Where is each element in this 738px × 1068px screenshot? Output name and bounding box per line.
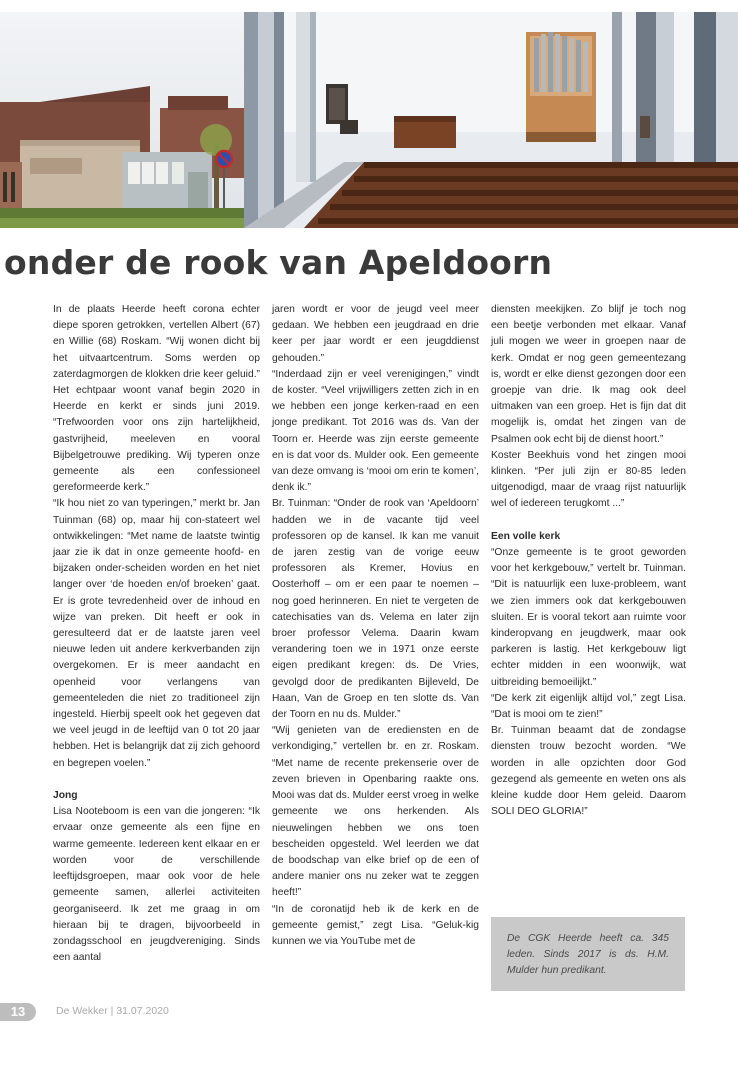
paragraph: Koster Beekhuis vond het zingen mooi klinken. “Per juli zijn er 80-85 leden uitgenodigd, maar de vraag rijst natuurlijk wel of iedereen terugkomt ...” [491,449,686,510]
header-photos [0,12,738,228]
page-footer [0,1002,400,1022]
paragraph: “Ik hou niet zo van typeringen,” merkt br. Jan Tuinman (68) op, maar hij con-stateert wel ontwikkelingen: “Met name de laatste twintig jaar zie ik dat in onze gemeente hoofd- en bijzaken onder-scheiden worden en het niet langer over ‘de hoeden en/of broeken’ gaat. Er is grote tevredenheid over de inhoud en wijze van preken. Dit heeft er ook in geresulteerd dat er de laatste jaren veel nieuwe leden uit andere kerkverbanden zijn overgekomen. Er is meer aandacht en openheid voor verlangens van gemeenteleden die niet zo traditioneel zijn ingesteld. Hierbij speelt ook het gegeven dat we veel jeugd in de leeftijd van 0 tot 20 jaar hebben. Het is belangrijk dat zij zich gehoord en begrepen voelen.” [53,498,260,769]
paragraph-gap [491,513,686,529]
paragraph: “Wij genieten van de erediensten en de verkondiging,” vertellen br. en zr. Roskam. “Met name de recente prekenserie over de zeven brieven in Openbaring raakte ons. Mooi was dat ds. Mulder eerst vroeg in welke gemeente we ons herkenden. Als nieuwelingen hebben we ons toen bescheiden opgesteld. Wel leerden we dat de boodschap van elke brief op de een of andere manier ons nu zeker wat te zeggen heeft!” [272,725,479,899]
paragraph: “Onze gemeente is te groot geworden voor het kerkgebouw,” vertelt br. Tuinman. “Dit is natuurlijk een luxe-probleem, want we zien immers ook dat kerkgebouwen sluiten. Er is vooral tekort aan ruimte voor kinderopvang en jeugdwerk, maar ook parkeren is lastig. Het kerkgebouw ligt echter midden in een woonwijk, wat uitbreiding bemoeilijkt.” [491,547,686,688]
paragraph: “De kerk zit eigenlijk altijd vol,” zegt Lisa. “Dat is mooi om te zien!” [491,692,686,721]
article-column-2 [272,302,479,950]
paragraph: In de plaats Heerde heeft corona echter diepe sporen getrokken, vertellen Albert (67) en Willie (68) Roskam. “Wij wonen dicht bij het uitvaartcentrum. Soms werden op zaterdagmorgen de klokken drie keer geluid.” Het echtpaar woont vanaf begin 2020 in Heerde en kerkt er sinds juni 2019. “Trefwoorden voor ons zijn hartelijkheid, gastvrijheid, meeleven en vooral Bijbelgetrouwe prediking. Wij typeren onze gemeente als een confessioneel gereformeerde kerk.” [53,304,260,494]
article-column-1 [53,302,260,966]
publication-line: De Wekker | 31.07.2020 [56,1005,169,1017]
paragraph: Lisa Nooteboom is een van die jongeren: “Ik ervaar onze gemeente als een fijne en warme gemeente. Iedereen kent elkaar en er worden voor de verschillende leeftijdsgroepen, maar ook voor de hele gemeente samen, allerlei activiteiten georganiseerd. Ik zet me graag in om hieraan bij te dragen, bijvoorbeeld in zondagsschool en jeugdvereniging. Sinds een aantal [53,806,260,964]
article-headline: onder de rook van Apeldoorn [4,243,553,282]
church-interior-photo [244,12,738,228]
paragraph-gap [53,772,260,788]
paragraph: diensten meekijken. Zo blijf je toch nog een beetje verbonden met elkaar. Vanaf juli mogen we weer in groepen naar de kerk. Omdat er nog geen gemeentezang is, wordt er elke dienst gezongen door een groepje van drie. Ik mag ook deel uitmaken van een groep. Het is fijn dat dit mogelijk is, omdat het zingen van de Psalmen ook echt bij de dienst hoort.” [491,304,686,445]
page-number: 13 [0,1003,36,1021]
paragraph: “In de coronatijd heb ik de kerk en de gemeente gemist,” zegt Lisa. “Geluk-kig kunnen we via YouTube met de [272,903,479,947]
paragraph: Br. Tuinman beaamt dat de zondagse diensten trouw bezocht worden. “We worden in alle opzichten door God gezegend als gemeente en weten ons als kleine kudde door Hem geleid. Daarom SOLI DEO GLORIA!” [491,725,686,818]
paragraph: jaren wordt er voor de jeugd veel meer gedaan. We hebben een jeugdraad en drie keer per jaar wordt er een jeugddienst gehouden.” [272,304,479,364]
article-column-3 [491,302,686,820]
subheading-een-volle-kerk: Een volle kerk [491,530,561,542]
paragraph: Br. Tuinman: “Onder de rook van ‘Apeldoorn’ hadden we in de vacante tijd veel professoren op de kansel. Ik kan me vanuit de jaren zestig van de vorige eeuw professoren als Kremer, Hovius en Oosterhoff – om er een paar te noemen – nog goed herinneren. En niet te vergeten de catechisaties van ds. Velema en later zijn broer professor Velema. Daarin kwam verandering toen we in 1971 onze eerste eigen predikant kregen: ds. De Vries, gevolgd door de predikanten Bijleveld, De Haan, Van de Groep en ten slotte ds. Van der Toorn en nu ds. Mulder.” [272,498,479,721]
paragraph: “Inderdaad zijn er veel verenigingen,” vindt de koster. “Veel vrijwilligers zetten zich in en we hebben een jonge kerken-raad en een jonge predikant. Tot 2016 was ds. Van der Toorn er. Heerde was zijn eerste gemeente en is dat voor ds. Mulder ook. Een gemeente van deze omvang is ‘mooi om erin te komen’, denk ik.” [272,368,479,494]
info-box: De CGK Heerde heeft ca. 345 leden. Sinds 2017 is ds. H.M. Mulder hun predikant. [491,917,685,991]
subheading-jong: Jong [53,790,78,802]
church-exterior-photo [0,12,244,228]
